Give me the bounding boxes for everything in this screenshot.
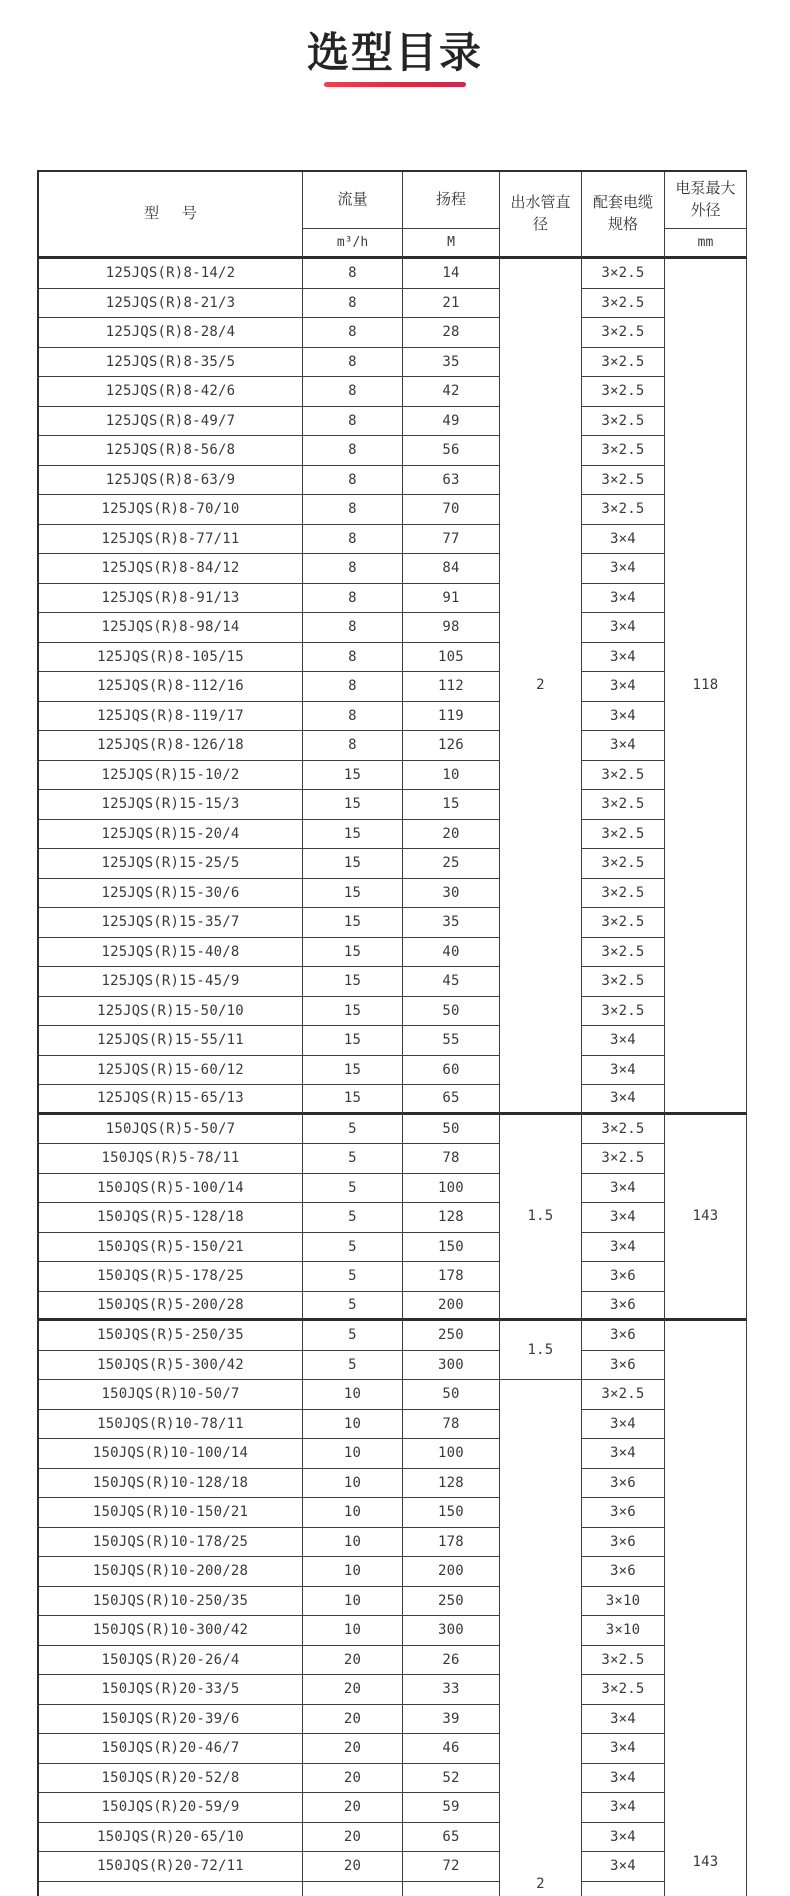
outlet-merged-cell: 1.5 — [500, 1115, 582, 1322]
cable-cell: 3×2.5 — [582, 1646, 665, 1676]
model-cell: 125JQS(R)15-30/6 — [39, 879, 303, 909]
head-cell: 105 — [403, 643, 500, 673]
model-cell: 125JQS(R)8-63/9 — [39, 466, 303, 496]
cable-cell: 3×10 — [582, 1587, 665, 1617]
flow-cell: 15 — [303, 938, 403, 968]
flow-cell: 10 — [303, 1557, 403, 1587]
cable-cell: 3×2.5 — [582, 761, 665, 791]
model-cell: 125JQS(R)8-70/10 — [39, 495, 303, 525]
cable-cell: 3×4 — [582, 1056, 665, 1086]
cable-cell: 3×2.5 — [582, 259, 665, 289]
flow-cell: 10 — [303, 1587, 403, 1617]
header-outlet-diameter: 出水管直径 — [500, 172, 582, 259]
partial-row-cell — [303, 1882, 403, 1896]
flow-cell: 5 — [303, 1292, 403, 1322]
model-cell: 150JQS(R)5-250/35 — [39, 1321, 303, 1351]
cable-cell: 3×6 — [582, 1321, 665, 1351]
max-od-value-bottom: 143 — [692, 1853, 719, 1870]
model-cell: 125JQS(R)15-45/9 — [39, 967, 303, 997]
head-cell: 46 — [403, 1734, 500, 1764]
model-cell: 150JQS(R)20-72/11 — [39, 1852, 303, 1882]
model-cell: 125JQS(R)8-77/11 — [39, 525, 303, 555]
cable-cell: 3×6 — [582, 1292, 665, 1322]
head-cell: 84 — [403, 554, 500, 584]
flow-cell: 5 — [303, 1262, 403, 1292]
model-cell: 125JQS(R)15-10/2 — [39, 761, 303, 791]
cable-cell: 3×4 — [582, 702, 665, 732]
model-cell: 150JQS(R)5-200/28 — [39, 1292, 303, 1322]
flow-cell: 10 — [303, 1469, 403, 1499]
flow-cell: 5 — [303, 1115, 403, 1145]
head-cell: 128 — [403, 1203, 500, 1233]
flow-cell: 20 — [303, 1646, 403, 1676]
model-cell: 125JQS(R)8-14/2 — [39, 259, 303, 289]
cable-cell: 3×2.5 — [582, 1144, 665, 1174]
cable-cell: 3×4 — [582, 1174, 665, 1204]
model-cell: 150JQS(R)10-128/18 — [39, 1469, 303, 1499]
cable-cell: 3×4 — [582, 1233, 665, 1263]
head-cell: 72 — [403, 1852, 500, 1882]
head-cell: 15 — [403, 790, 500, 820]
flow-cell: 8 — [303, 613, 403, 643]
flow-cell: 8 — [303, 525, 403, 555]
flow-cell: 15 — [303, 908, 403, 938]
cable-cell: 3×2.5 — [582, 318, 665, 348]
cable-cell: 3×6 — [582, 1262, 665, 1292]
cable-cell: 3×2.5 — [582, 908, 665, 938]
flow-cell: 15 — [303, 997, 403, 1027]
flow-cell: 8 — [303, 348, 403, 378]
flow-cell: 10 — [303, 1616, 403, 1646]
flow-cell: 15 — [303, 761, 403, 791]
cable-cell: 3×4 — [582, 584, 665, 614]
cable-cell: 3×2.5 — [582, 820, 665, 850]
cable-cell: 3×2.5 — [582, 1380, 665, 1410]
flow-cell: 8 — [303, 495, 403, 525]
flow-cell: 8 — [303, 466, 403, 496]
model-cell: 150JQS(R)5-78/11 — [39, 1144, 303, 1174]
partial-row-cell — [403, 1882, 500, 1896]
head-cell: 178 — [403, 1528, 500, 1558]
cable-cell: 3×2.5 — [582, 849, 665, 879]
cable-cell: 3×4 — [582, 1734, 665, 1764]
cable-cell: 3×2.5 — [582, 938, 665, 968]
flow-cell: 5 — [303, 1174, 403, 1204]
head-cell: 91 — [403, 584, 500, 614]
model-cell: 125JQS(R)15-60/12 — [39, 1056, 303, 1086]
model-cell: 150JQS(R)5-178/25 — [39, 1262, 303, 1292]
head-cell: 178 — [403, 1262, 500, 1292]
cable-cell: 3×10 — [582, 1616, 665, 1646]
model-cell: 150JQS(R)20-52/8 — [39, 1764, 303, 1794]
head-cell: 70 — [403, 495, 500, 525]
model-cell: 150JQS(R)5-150/21 — [39, 1233, 303, 1263]
cable-cell: 3×6 — [582, 1528, 665, 1558]
head-cell: 42 — [403, 377, 500, 407]
header-max-od-unit: mm — [665, 229, 747, 259]
model-cell: 125JQS(R)8-56/8 — [39, 436, 303, 466]
cable-cell: 3×6 — [582, 1557, 665, 1587]
flow-cell: 15 — [303, 820, 403, 850]
cable-cell: 3×4 — [582, 1085, 665, 1115]
model-cell: 150JQS(R)10-78/11 — [39, 1410, 303, 1440]
outlet-merged-cell: 2 — [500, 259, 582, 1115]
flow-cell: 15 — [303, 1085, 403, 1115]
cable-cell: 3×4 — [582, 1439, 665, 1469]
flow-cell: 5 — [303, 1351, 403, 1381]
cable-cell: 3×2.5 — [582, 348, 665, 378]
flow-cell: 5 — [303, 1233, 403, 1263]
flow-cell: 20 — [303, 1675, 403, 1705]
header-model: 型 号 — [39, 172, 303, 259]
model-cell: 125JQS(R)15-50/10 — [39, 997, 303, 1027]
flow-cell: 8 — [303, 643, 403, 673]
cable-cell: 3×4 — [582, 1852, 665, 1882]
flow-cell: 15 — [303, 879, 403, 909]
cable-cell: 3×4 — [582, 643, 665, 673]
model-cell: 150JQS(R)10-150/21 — [39, 1498, 303, 1528]
head-cell: 20 — [403, 820, 500, 850]
flow-cell: 8 — [303, 318, 403, 348]
head-cell: 50 — [403, 1380, 500, 1410]
head-cell: 14 — [403, 259, 500, 289]
model-cell: 125JQS(R)8-105/15 — [39, 643, 303, 673]
flow-cell: 5 — [303, 1144, 403, 1174]
flow-cell: 15 — [303, 1056, 403, 1086]
head-cell: 300 — [403, 1616, 500, 1646]
cable-cell: 3×4 — [582, 554, 665, 584]
head-cell: 150 — [403, 1498, 500, 1528]
cable-cell: 3×2.5 — [582, 466, 665, 496]
flow-cell: 15 — [303, 790, 403, 820]
flow-cell: 8 — [303, 554, 403, 584]
head-cell: 50 — [403, 1115, 500, 1145]
model-cell: 150JQS(R)20-39/6 — [39, 1705, 303, 1735]
flow-cell: 5 — [303, 1203, 403, 1233]
head-cell: 35 — [403, 348, 500, 378]
model-cell: 125JQS(R)8-126/18 — [39, 731, 303, 761]
head-cell: 28 — [403, 318, 500, 348]
model-cell: 125JQS(R)8-28/4 — [39, 318, 303, 348]
cable-cell: 3×2.5 — [582, 967, 665, 997]
model-cell: 125JQS(R)15-35/7 — [39, 908, 303, 938]
header-cable-spec: 配套电缆规格 — [582, 172, 665, 259]
cable-cell: 3×4 — [582, 1823, 665, 1853]
model-cell: 125JQS(R)8-98/14 — [39, 613, 303, 643]
flow-cell: 20 — [303, 1793, 403, 1823]
flow-cell: 10 — [303, 1410, 403, 1440]
flow-cell: 8 — [303, 289, 403, 319]
head-cell: 100 — [403, 1439, 500, 1469]
head-cell: 250 — [403, 1321, 500, 1351]
flow-cell: 10 — [303, 1439, 403, 1469]
cable-cell: 3×2.5 — [582, 436, 665, 466]
flow-cell: 15 — [303, 967, 403, 997]
header-flow: 流量 — [303, 172, 403, 229]
model-cell: 125JQS(R)8-35/5 — [39, 348, 303, 378]
flow-cell: 8 — [303, 702, 403, 732]
head-cell: 112 — [403, 672, 500, 702]
model-cell: 150JQS(R)10-300/42 — [39, 1616, 303, 1646]
header-head-unit: M — [403, 229, 500, 259]
head-cell: 45 — [403, 967, 500, 997]
head-cell: 200 — [403, 1292, 500, 1322]
outlet-value-partial: 2 — [536, 1875, 545, 1892]
cable-cell: 3×2.5 — [582, 879, 665, 909]
head-cell: 150 — [403, 1233, 500, 1263]
head-cell: 30 — [403, 879, 500, 909]
outlet-merged-cell — [500, 1380, 582, 1896]
head-cell: 60 — [403, 1056, 500, 1086]
cable-cell: 3×2.5 — [582, 289, 665, 319]
flow-cell: 20 — [303, 1734, 403, 1764]
cable-cell: 3×4 — [582, 1410, 665, 1440]
head-cell: 35 — [403, 908, 500, 938]
head-cell: 59 — [403, 1793, 500, 1823]
flow-cell: 15 — [303, 849, 403, 879]
head-cell: 40 — [403, 938, 500, 968]
head-cell: 126 — [403, 731, 500, 761]
cable-cell: 3×4 — [582, 1026, 665, 1056]
head-cell: 39 — [403, 1705, 500, 1735]
cable-cell: 3×4 — [582, 731, 665, 761]
cable-cell: 3×2.5 — [582, 997, 665, 1027]
model-cell: 125JQS(R)15-40/8 — [39, 938, 303, 968]
model-cell: 150JQS(R)10-50/7 — [39, 1380, 303, 1410]
head-cell: 78 — [403, 1410, 500, 1440]
head-cell: 56 — [403, 436, 500, 466]
header-head: 扬程 — [403, 172, 500, 229]
cable-cell: 3×4 — [582, 1793, 665, 1823]
flow-cell: 8 — [303, 377, 403, 407]
model-cell: 150JQS(R)10-100/14 — [39, 1439, 303, 1469]
cable-cell: 3×4 — [582, 1203, 665, 1233]
cable-cell: 3×6 — [582, 1469, 665, 1499]
head-cell: 128 — [403, 1469, 500, 1499]
header-max-od: 电泵最大外径 — [665, 172, 747, 229]
flow-cell: 10 — [303, 1498, 403, 1528]
flow-cell: 15 — [303, 1026, 403, 1056]
selection-table — [37, 170, 747, 1896]
cable-cell: 3×2.5 — [582, 495, 665, 525]
head-cell: 65 — [403, 1085, 500, 1115]
head-cell: 100 — [403, 1174, 500, 1204]
model-cell: 125JQS(R)15-20/4 — [39, 820, 303, 850]
model-cell: 125JQS(R)8-42/6 — [39, 377, 303, 407]
cable-cell: 3×6 — [582, 1351, 665, 1381]
flow-cell: 5 — [303, 1321, 403, 1351]
head-cell: 250 — [403, 1587, 500, 1617]
partial-row-cell — [582, 1882, 665, 1896]
model-cell: 125JQS(R)15-15/3 — [39, 790, 303, 820]
head-cell: 26 — [403, 1646, 500, 1676]
page-title: 选型目录 — [306, 28, 483, 77]
head-cell: 50 — [403, 997, 500, 1027]
cable-cell: 3×2.5 — [582, 1675, 665, 1705]
cable-cell: 3×4 — [582, 672, 665, 702]
model-cell: 150JQS(R)5-50/7 — [39, 1115, 303, 1145]
flow-cell: 20 — [303, 1852, 403, 1882]
model-cell: 125JQS(R)8-91/13 — [39, 584, 303, 614]
flow-cell: 8 — [303, 436, 403, 466]
model-cell: 150JQS(R)20-59/9 — [39, 1793, 303, 1823]
cable-cell: 3×4 — [582, 613, 665, 643]
head-cell: 65 — [403, 1823, 500, 1853]
flow-cell: 20 — [303, 1764, 403, 1794]
cable-cell: 3×2.5 — [582, 1115, 665, 1145]
model-cell: 150JQS(R)5-100/14 — [39, 1174, 303, 1204]
max-od-merged-cell: 143 — [665, 1115, 747, 1322]
model-cell: 125JQS(R)8-112/16 — [39, 672, 303, 702]
model-cell: 150JQS(R)20-65/10 — [39, 1823, 303, 1853]
head-cell: 98 — [403, 613, 500, 643]
head-cell: 33 — [403, 1675, 500, 1705]
cable-cell: 3×6 — [582, 1498, 665, 1528]
model-cell: 150JQS(R)10-200/28 — [39, 1557, 303, 1587]
model-cell: 125JQS(R)15-55/11 — [39, 1026, 303, 1056]
cable-cell: 3×4 — [582, 1705, 665, 1735]
partial-row-cell — [39, 1882, 303, 1896]
title-underline-accent — [324, 82, 466, 87]
head-cell: 49 — [403, 407, 500, 437]
head-cell: 200 — [403, 1557, 500, 1587]
flow-cell: 8 — [303, 672, 403, 702]
head-cell: 25 — [403, 849, 500, 879]
model-cell: 150JQS(R)5-300/42 — [39, 1351, 303, 1381]
model-cell: 125JQS(R)8-119/17 — [39, 702, 303, 732]
flow-cell: 8 — [303, 584, 403, 614]
model-cell: 150JQS(R)20-33/5 — [39, 1675, 303, 1705]
model-cell: 150JQS(R)10-178/25 — [39, 1528, 303, 1558]
cable-cell: 3×4 — [582, 525, 665, 555]
head-cell: 78 — [403, 1144, 500, 1174]
flow-cell: 8 — [303, 407, 403, 437]
model-cell: 125JQS(R)8-21/3 — [39, 289, 303, 319]
header-flow-unit: m³/h — [303, 229, 403, 259]
model-cell: 150JQS(R)10-250/35 — [39, 1587, 303, 1617]
head-cell: 300 — [403, 1351, 500, 1381]
model-cell: 125JQS(R)8-84/12 — [39, 554, 303, 584]
cable-cell: 3×4 — [582, 1764, 665, 1794]
head-cell: 77 — [403, 525, 500, 555]
flow-cell: 10 — [303, 1380, 403, 1410]
head-cell: 55 — [403, 1026, 500, 1056]
head-cell: 21 — [403, 289, 500, 319]
flow-cell: 8 — [303, 731, 403, 761]
flow-cell: 20 — [303, 1705, 403, 1735]
model-cell: 125JQS(R)15-65/13 — [39, 1085, 303, 1115]
cable-cell: 3×2.5 — [582, 790, 665, 820]
flow-cell: 8 — [303, 259, 403, 289]
max-od-merged-cell: 118 — [665, 259, 747, 1115]
flow-cell: 10 — [303, 1528, 403, 1558]
cable-cell: 3×2.5 — [582, 377, 665, 407]
head-cell: 63 — [403, 466, 500, 496]
head-cell: 52 — [403, 1764, 500, 1794]
model-cell: 150JQS(R)20-26/4 — [39, 1646, 303, 1676]
model-cell: 150JQS(R)5-128/18 — [39, 1203, 303, 1233]
model-cell: 125JQS(R)8-49/7 — [39, 407, 303, 437]
outlet-merged-cell: 1.5 — [500, 1321, 582, 1380]
head-cell: 119 — [403, 702, 500, 732]
cable-cell: 3×2.5 — [582, 407, 665, 437]
max-od-merged-cell — [665, 1321, 747, 1896]
head-cell: 10 — [403, 761, 500, 791]
model-cell: 150JQS(R)20-46/7 — [39, 1734, 303, 1764]
model-cell: 125JQS(R)15-25/5 — [39, 849, 303, 879]
flow-cell: 20 — [303, 1823, 403, 1853]
